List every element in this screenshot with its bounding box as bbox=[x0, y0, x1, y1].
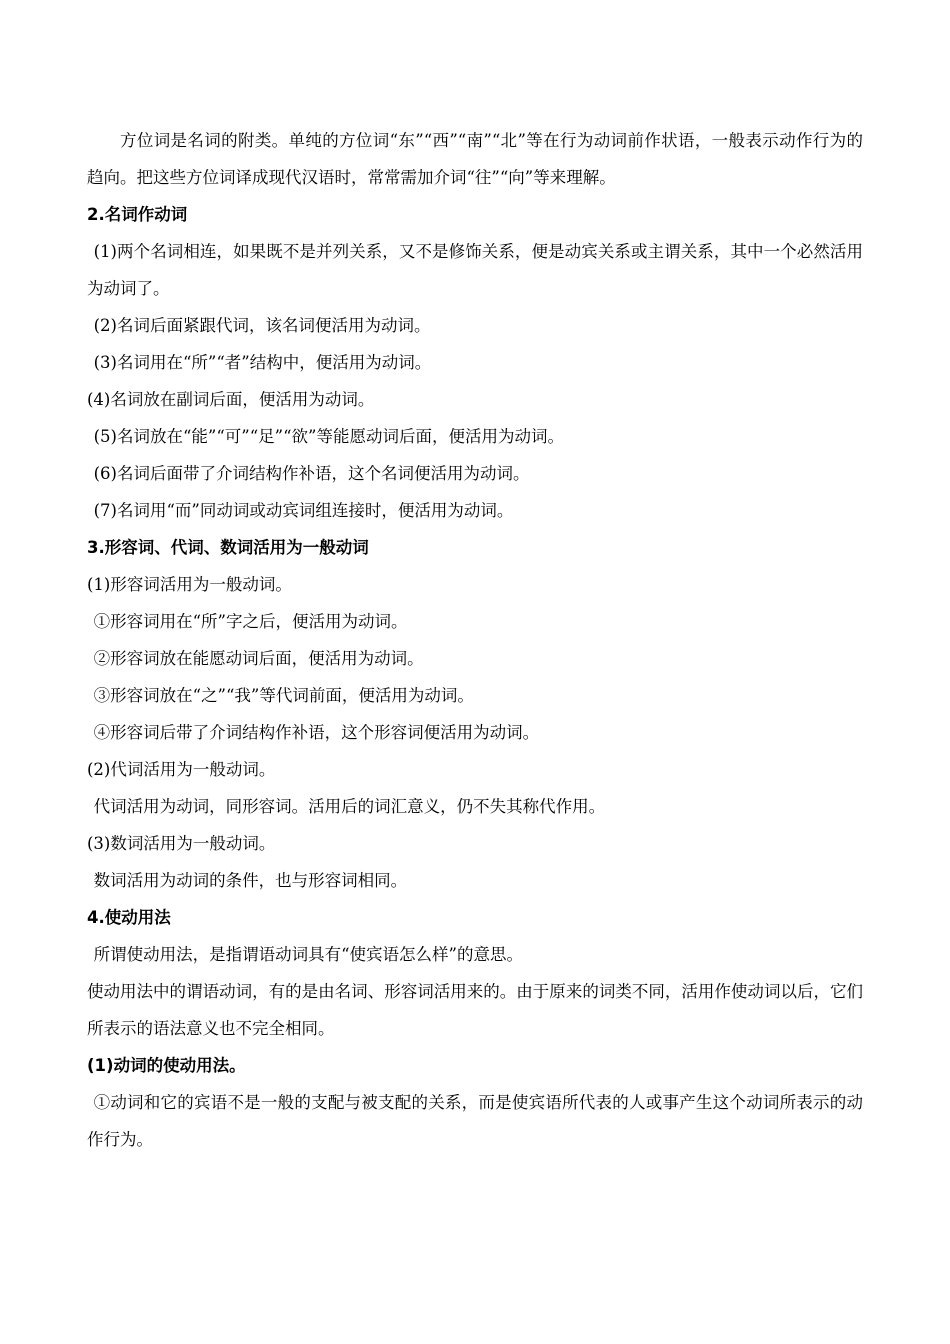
paragraph: 代词活用为动词，同形容词。活用后的词汇意义，仍不失其称代作用。 bbox=[93, 797, 606, 816]
paragraph: (2)名词后面紧跟代词，该名词便活用为动词。 bbox=[93, 316, 431, 335]
paragraph: (1)两个名词相连，如果既不是并列关系，又不是修饰关系，便是动宾关系或主谓关系，其中一个必然活用为动词了。 bbox=[87, 242, 863, 298]
paragraph: (7)名词用“而”同动词或动宾词组连接时，便活用为动词。 bbox=[93, 501, 514, 520]
paragraph: 方位词是名词的附类。单纯的方位词“东”“西”“南”“北”等在行为动词前作状语，一般表示动作行为的趋向。把这些方位词译成现代汉语时，常常需加介词“往”“向”等来理解。 bbox=[87, 131, 863, 187]
paragraph: ①形容词用在“所”字之后，便活用为动词。 bbox=[93, 612, 408, 631]
paragraph: (1)形容词活用为一般动词。 bbox=[87, 575, 292, 594]
paragraph: (3)数词活用为一般动词。 bbox=[87, 834, 276, 853]
paragraph: (3)名词用在“所”“者”结构中，便活用为动词。 bbox=[93, 353, 432, 372]
paragraph: (5)名词放在“能”“可”“足”“欲”等能愿动词后面，便活用为动词。 bbox=[93, 427, 564, 446]
document-body bbox=[87, 122, 863, 1158]
section-heading: 3.形容词、代词、数词活用为一般动词 bbox=[87, 538, 369, 557]
paragraph: ②形容词放在能愿动词后面，便活用为动词。 bbox=[93, 649, 424, 668]
paragraph: (6)名词后面带了介词结构作补语，这个名词便活用为动词。 bbox=[93, 464, 530, 483]
paragraph: ③形容词放在“之”“我”等代词前面，便活用为动词。 bbox=[93, 686, 474, 705]
paragraph: 所谓使动用法，是指谓语动词具有“使宾语怎么样”的意思。 bbox=[93, 945, 523, 964]
paragraph: ④形容词后带了介词结构作补语，这个形容词便活用为动词。 bbox=[93, 723, 540, 742]
section-heading: 4.使动用法 bbox=[87, 908, 171, 927]
paragraph: (4)名词放在副词后面，便活用为动词。 bbox=[87, 390, 375, 409]
section-heading: 2.名词作动词 bbox=[87, 205, 188, 224]
paragraph: (2)代词活用为一般动词。 bbox=[87, 760, 276, 779]
paragraph: 使动用法中的谓语动词，有的是由名词、形容词活用来的。由于原来的词类不同，活用作使动词以后，它们所表示的语法意义也不完全相同。 bbox=[87, 982, 863, 1038]
paragraph: ①动词和它的宾语不是一般的支配与被支配的关系，而是使宾语所代表的人或事产生这个动词所表示的动作行为。 bbox=[87, 1093, 863, 1149]
subsection-heading: (1)动词的使动用法。 bbox=[87, 1056, 246, 1075]
paragraph: 数词活用为动词的条件，也与形容词相同。 bbox=[93, 871, 408, 890]
